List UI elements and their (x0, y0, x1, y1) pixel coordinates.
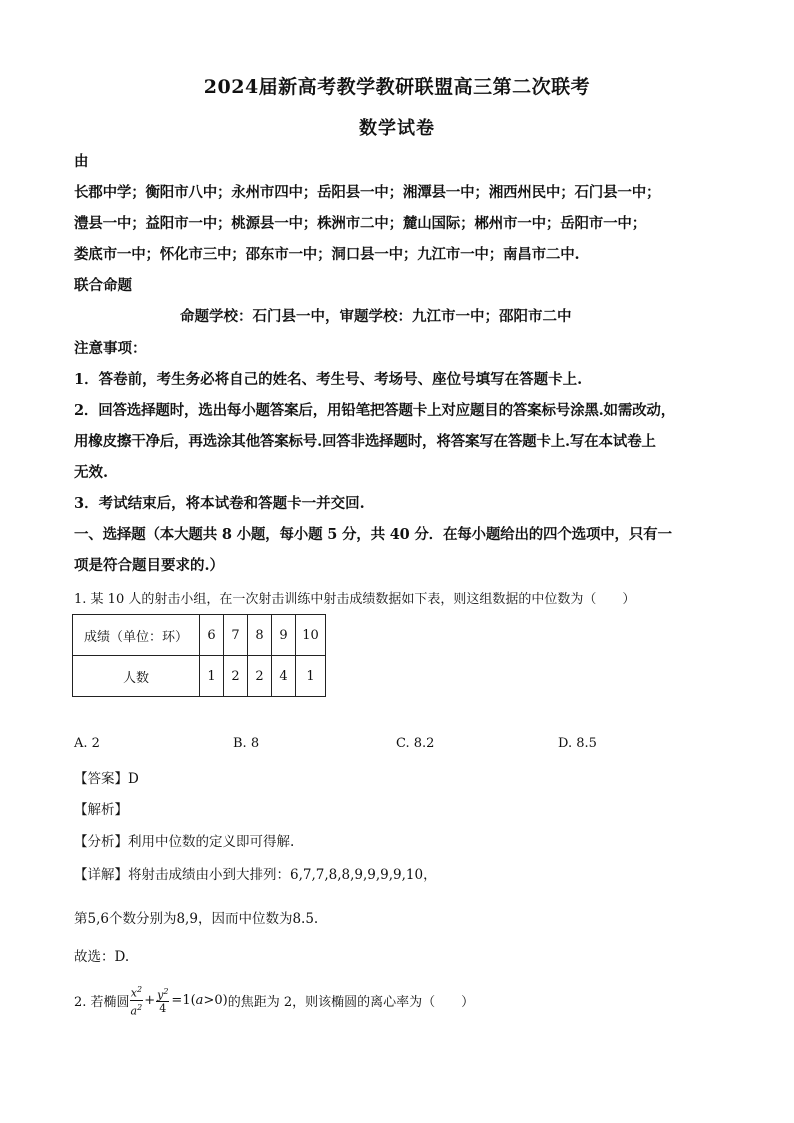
option-d: D. 8.5 (558, 736, 597, 751)
exam-subtitle: 数学试卷 (359, 118, 435, 139)
exponent: 2 (136, 984, 143, 994)
option-a: A. 2 (74, 736, 100, 751)
analysis-label: 【解析】 (74, 802, 128, 818)
table-cell: 2 (224, 656, 248, 697)
condition-var: a (195, 992, 204, 1008)
fenxi-line (74, 830, 294, 850)
schools-line-2: 澧县一中；益阳市一中；桃源县一中；株洲市二中；麓山国际；郴州市一中；岳阳市一中； (74, 215, 646, 232)
schools-line-1: 长郡中学；衡阳市八中；永州市四中；岳阳县一中；湘潭县一中；湘西州民中；石门县一中； (74, 184, 661, 201)
note-item-3: 3．考试结束后，将本试卷和答题卡一并交回. (74, 495, 365, 512)
q2-prefix: 2. 若椭圆 (74, 994, 130, 1010)
table-cell: 1 (296, 656, 326, 697)
note-item-1: 1．答卷前，考生务必将自己的姓名、考生号、考场号、座位号填写在答题卡上. (74, 371, 583, 388)
table-cell: 9 (272, 615, 296, 656)
exponent: 2 (163, 986, 169, 996)
table-cell: 4 (272, 656, 296, 697)
option-b: B. 8 (233, 736, 260, 751)
schools-by: 由 (74, 153, 89, 170)
answer-line (74, 767, 139, 787)
table-cell: 成绩（单位：环） (73, 615, 200, 656)
fenxi-text: 利用中位数的定义即可得解. (128, 834, 295, 850)
xiangjie-label: 【详解】 (74, 867, 128, 883)
note-item-2-line-1: 2．回答选择题时，选出每小题答案后，用铅笔把答题卡上对应题目的答案标号涂黑.如需改动， (74, 402, 676, 419)
choose-line: 故选：D. (74, 949, 130, 965)
condition-rest: >0) (203, 992, 228, 1008)
q2-stem (74, 980, 474, 1020)
table-cell: 1 (200, 656, 224, 697)
answer-label: 【答案】 (74, 771, 128, 787)
xiangjie-text: 将射击成绩由小到大排列：6,7,7,8,8,9,9,9,9,10， (128, 867, 437, 883)
equation-equals: =1( (171, 992, 196, 1008)
table-row (73, 656, 326, 697)
exponent: 2 (137, 1002, 143, 1012)
section-1-heading-line-2: 项是符合题目要求的.） (74, 557, 225, 574)
table-cell: 人数 (73, 656, 200, 697)
table-row (73, 615, 326, 656)
q2-suffix: 的焦距为 2，则该椭圆的离心率为（ ） (227, 994, 475, 1010)
xiangjie-line (74, 863, 437, 883)
table-cell: 6 (200, 615, 224, 656)
setter-schools: 命题学校：石门县一中，审题学校：九江市一中；邵阳市二中 (180, 308, 572, 325)
table-cell: 10 (296, 615, 326, 656)
note-item-2-line-2: 用橡皮擦干净后，再选涂其他答案标号.回答非选择题时，将答案写在答题卡上.写在本试卷上 (74, 433, 656, 450)
fenxi-label: 【分析】 (74, 834, 128, 850)
table-cell: 2 (248, 656, 272, 697)
answer-value: D (128, 771, 139, 787)
frac-numerator: x (130, 986, 137, 1000)
plus-sign: + (144, 992, 156, 1008)
frac-denominator: a (130, 1004, 138, 1018)
option-c: C. 8.2 (396, 736, 435, 751)
note-item-2-line-3: 无效. (74, 464, 109, 481)
fraction-y-over-4 (156, 985, 169, 1016)
joint-proposition: 联合命题 (74, 277, 132, 294)
exam-title: 2024届新高考教学教研联盟高三第二次联考 (203, 76, 591, 98)
table-cell: 7 (224, 615, 248, 656)
median-explanation: 第5,6个数分别为8,9，因而中位数为8.5. (74, 911, 319, 927)
score-table (72, 614, 326, 697)
table-cell: 8 (248, 615, 272, 656)
section-1-heading-line-1: 一、选择题（本大题共 8 小题，每小题 5 分，共 40 分．在每小题给出的四个选项中，只有一 (74, 526, 672, 543)
frac-numerator: y (157, 988, 164, 1002)
schools-line-3: 娄底市一中；怀化市三中；邵东市一中；洞口县一中；九江市一中；南昌市二中. (74, 246, 580, 263)
fraction-x-over-a (130, 983, 144, 1017)
frac-denominator: 4 (159, 1002, 167, 1016)
q1-stem: 1. 某 10 人的射击小组，在一次射击训练中射击成绩数据如下表，则这组数据的中位数为（ ） (74, 592, 636, 607)
notes-heading: 注意事项： (74, 340, 147, 357)
